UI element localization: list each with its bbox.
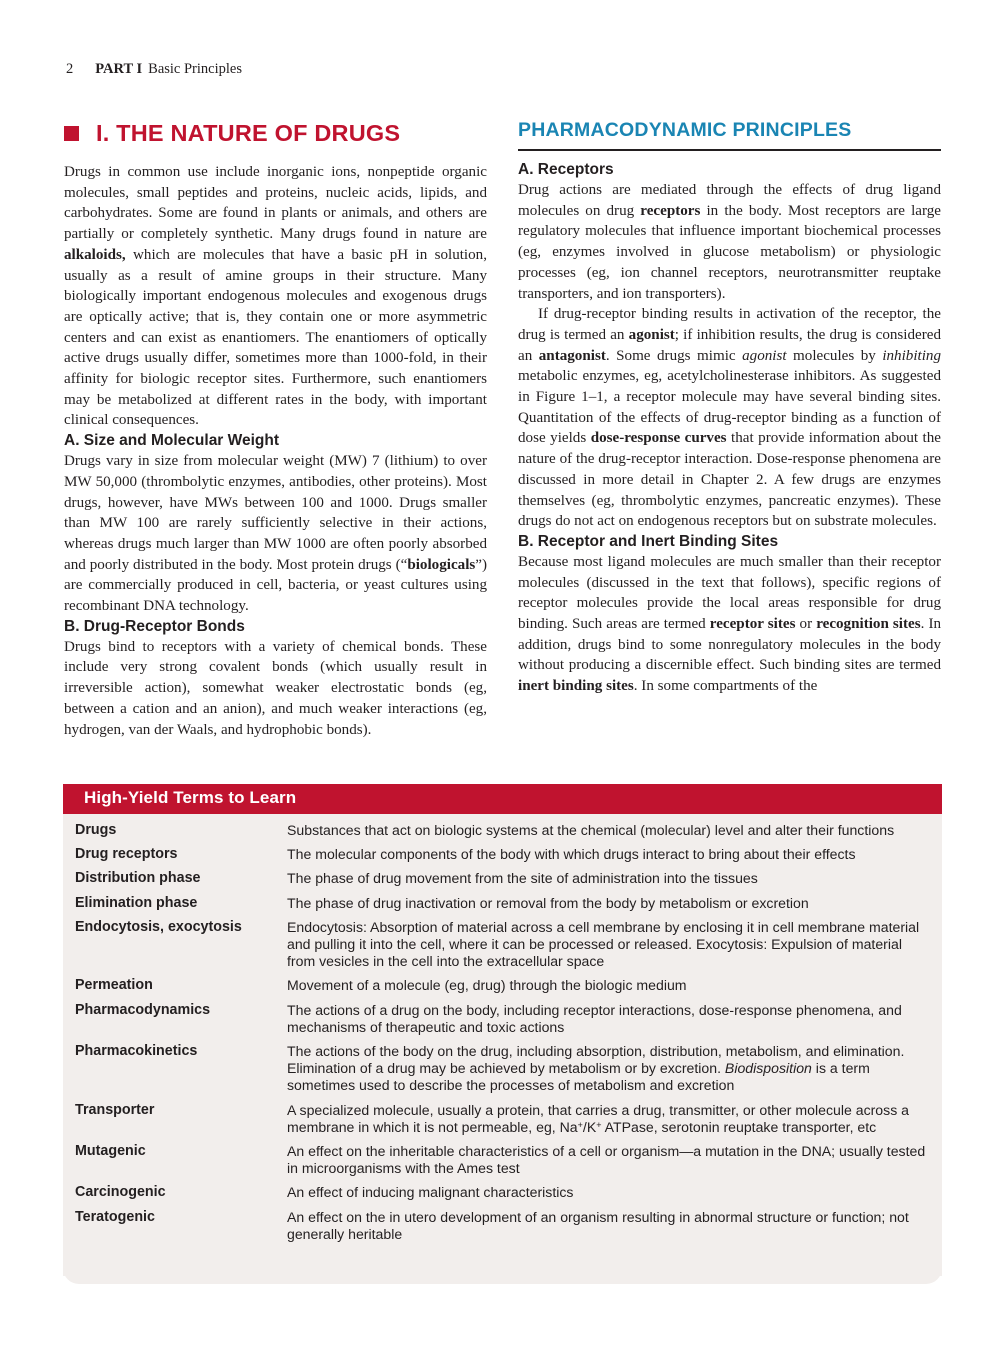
text-run: If drug-receptor binding results in activation of the receptor, the drug is termed an [518,306,941,343]
left-column [64,116,487,740]
term-name: Elimination phase [75,894,198,911]
text-run: that provide information about the nature of the drug-receptor interaction. Dose-response phenomena are discussed in more detail in Chapter 2. A few drugs are enzymes themselves (eg, thrombolytic enzymes, pancreatic enzymes). These drugs do not act on endogenous receptors but on substrate molecules. [518,430,941,530]
text-run: Drug actions are mediated through the effects of drug ligand molecules on drug [518,182,941,219]
term-definition: The molecular components of the body with which drugs interact to bring about their effects [287,846,856,863]
text-run: /K [582,1118,597,1135]
term-definition: Endocytosis: Absorption of material across a cell membrane by enclosing it in cell membrane material and pulling it into the cell, where it can be processed or released. Exocytosis: Expulsion of material from vesicles in the cell into the extracellular space [287,918,920,970]
section-title-pharmacodynamic: PHARMACODYNAMIC PRINCIPLES [518,116,941,151]
term-antagonist: antagonist [538,347,606,364]
term-name: Distribution phase [75,870,201,887]
superscript-plus: + [577,1119,583,1130]
term-receptors: receptors [640,202,701,219]
text-run: or [795,616,817,633]
term-row [63,1043,942,1095]
term-definition: Movement of a molecule (eg, drug) through the biologic medium [287,977,687,994]
term-row [63,846,942,863]
term-row [63,822,942,839]
term-name: Permeation [75,977,153,994]
size-mw-paragraph [64,451,487,617]
term-agonist: agonist [628,326,675,343]
term-row [63,895,942,912]
text-run: is a term sometimes used to describe the processes of metabolism and excretion [287,1060,870,1094]
term-definition: An effect on the inheritable characteristics of a cell or organism—a mutation in the DNA; usually tested in microorganisms with the Ames test [287,1143,926,1177]
term-name: Pharmacokinetics [75,1043,198,1060]
section-title-text: I. THE NATURE OF DRUGS [96,120,401,146]
text-run: . In addition, drugs bind to some nonregulatory molecules in the body without producing a discernible effect. Such binding sites are termed [518,616,942,674]
running-head [66,61,242,78]
subheading-drug-receptor-bonds: B. Drug-Receptor Bonds [64,617,245,635]
red-square-bullet-icon [64,126,79,141]
text-run: . In some compartments of the [633,678,818,695]
italic-agonist: agonist [742,347,787,364]
superscript-plus: + [596,1119,602,1130]
term-row [63,1102,942,1136]
term-definition: Substances that act on biologic systems at the chemical (molecular) level and alter their functions [287,822,895,838]
term-definition: The phase of drug movement from the site of administration into the tissues [287,870,758,887]
text-run: ; if inhibition results, the drug is considered an [518,326,941,364]
term-definition: An effect on the in utero development of an organism resulting in abnormal structure or function; not generally heritable [287,1208,909,1242]
text-run: molecules by [786,347,883,364]
italic-biodisposition: Biodisposition [724,1060,812,1077]
text-run: The actions of the body on the drug, including absorption, distribution, metabolism, and elimination. Elimination of a drug may be achieved by metabolism or by excretion. [287,1043,905,1077]
term-receptor-sites: receptor sites [709,616,796,633]
text-run: A specialized molecule, usually a protein, that carries a drug, transmitter, or other molecule across a membrane in which it is not permeable, eg, Na [287,1101,909,1135]
term-name: Carcinogenic [75,1184,166,1201]
part-title: Basic Principles [148,61,242,77]
subheading-size-mw: A. Size and Molecular Weight [64,432,280,450]
text-run: Because most ligand molecules are much smaller than their receptor molecules (discussed in the text that follows), specific regions of receptor molecules provide the local areas responsible for drug binding. Such areas are termed [518,553,941,633]
high-yield-header [63,784,942,814]
term-row [63,1002,942,1036]
term-row [63,977,942,994]
text-run: which are molecules that have a basic pH in solution, usually as a result of amine groups in their structure. Many biologically important endogenous molecules and exogenous drugs are optically active; that is, they contain one or more asymmetric centers and can exist as enantiomers. The enantiomers of optically active drugs usually differ, sometimes more than 1000-fold, in their affinity for biologic receptor sites. Furthermore, such enantiomers may be metabolized at different rates in the body, with important clinical consequences. [64,246,487,429]
text-run: Drugs vary in size from molecular weight (MW) 7 (lithium) to over MW 50,000 (thrombolytic enzymes, antibodies, other proteins). Most drugs, however, have MWs between 100 and 1000. Drugs smaller than MW 100 are rarely sufficiently selective in their actions, whereas drugs much larger than MW 1000 are often poorly absorbed and poorly distributed in the body. Most protein drugs (“ [64,453,487,573]
subheading-receptors: A. Receptors [518,161,614,178]
text-run: Drugs in common use include inorganic ions, nonpeptide organic molecules, small peptides and proteins, nucleic acids, lipids, and carbohydrates. Some are found in plants or animals, and others are partially or completely synthetic. Many drugs found in nature are [64,164,487,243]
receptors-paragraph-1 [518,180,941,304]
receptors-paragraph-2 [518,304,941,532]
term-row [63,1184,942,1201]
text-run: metabolic enzymes, eg, acetylcholinesterase inhibitors. As suggested in Figure 1–1, a receptor molecule may have several binding sites. Quantitation of the effects of drug-receptor binding as a function of dose yields [518,368,941,447]
term-definition [287,1043,932,1095]
term-row [63,1209,942,1243]
term-alkaloids: alkaloids, [64,246,126,263]
term-row [63,919,942,971]
term-inert-binding-sites: inert binding sites [518,678,634,695]
high-yield-terms-box [63,784,942,1284]
high-yield-title: High-Yield Terms to Learn [84,788,297,807]
page-number: 2 [66,61,74,77]
term-name: Teratogenic [75,1208,155,1225]
subheading-receptor-inert-sites: B. Receptor and Inert Binding Sites [518,532,779,550]
text-run: ”) are commercially produced in cell, bacteria, or yeast cultures using recombinant DNA technology. [64,556,487,615]
term-name: Drugs [75,822,117,838]
term-definition: An effect of inducing malignant characteristics [287,1184,574,1201]
text-run: ATPase, serotonin reuptake transporter, etc [601,1118,877,1135]
term-row [63,1143,942,1177]
term-dose-response-curves: dose-response curves [590,430,727,447]
term-row [63,870,942,887]
text-run: . Some drugs mimic [605,347,743,364]
term-name: Transporter [75,1101,155,1118]
term-definition: The phase of drug inactivation or removal from the body by metabolism or excretion [287,894,809,911]
term-biologicals: biologicals [407,556,476,573]
term-name: Endocytosis, exocytosis [75,918,242,935]
term-definition [287,1102,932,1136]
binding-sites-paragraph [518,552,941,697]
terms-list [63,822,942,1276]
italic-inhibiting: inhibiting [882,347,942,364]
term-name: Drug receptors [75,846,178,863]
drug-receptor-bonds-paragraph: Drugs bind to receptors with a variety of chemical bonds. These include very strong covalent bonds (which usually result in irreversible action), somewhat weaker electrostatic bonds (eg, between a cation and an anion), and much weaker interactions (eg, hydrogen, van der Waals, and hydrophobic bonds). [64,638,487,738]
term-name: Mutagenic [75,1143,146,1160]
intro-paragraph [64,162,487,431]
part-label: PART I [95,61,143,77]
text-run: in the body. Most receptors are large regulatory molecules that influence important biochemical processes (eg, enzymes involved in glucose metabolism) or physiologic processes (eg, ion channel receptors, neurotransmitter reuptake transporters, and ion transporters). [518,202,941,302]
term-recognition-sites: recognition sites [816,616,921,633]
term-definition: The actions of a drug on the body, including receptor interactions, dose-response phenomena, and mechanisms of therapeutic and toxic actions [287,1001,902,1035]
term-name: Pharmacodynamics [75,1001,211,1018]
section-title-nature-of-drugs [64,116,487,150]
right-column [518,116,941,697]
